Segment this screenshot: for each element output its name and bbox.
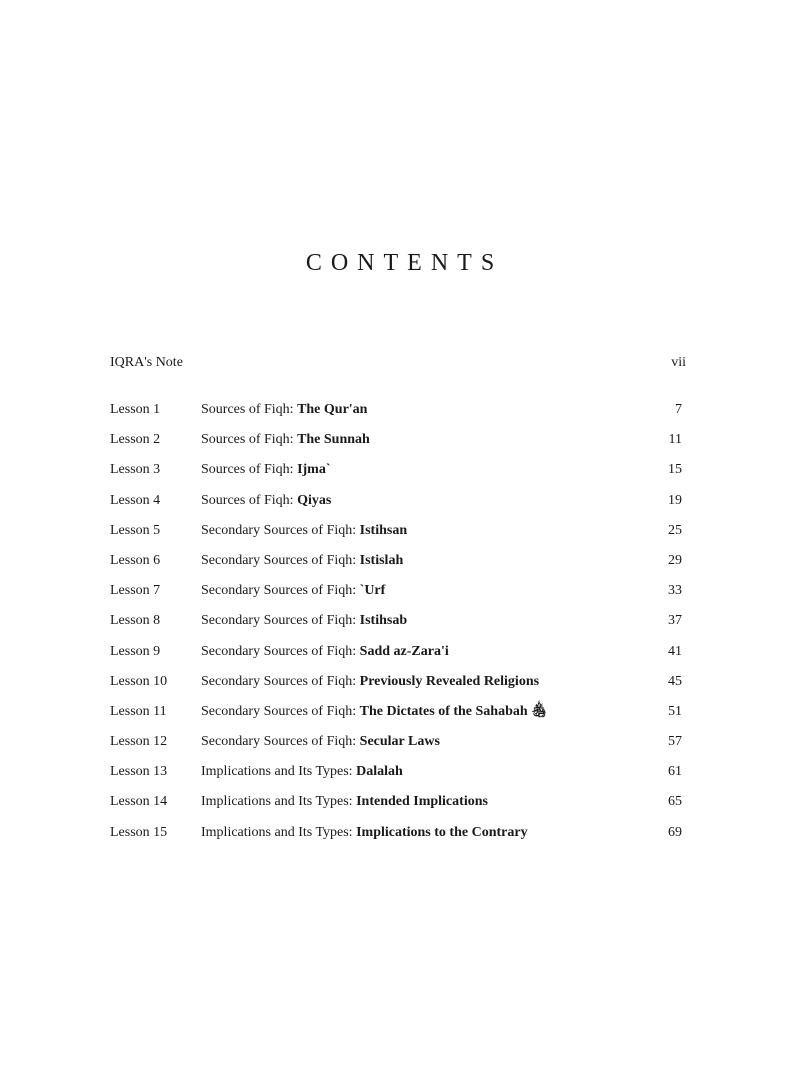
lesson-title [201, 490, 331, 512]
lesson-page-number: 19 [668, 492, 682, 508]
lesson-topic: Intended Implications [356, 794, 488, 810]
lesson-title [201, 671, 539, 693]
lesson-number: Lesson 8 [110, 613, 161, 629]
toc-row[interactable] [110, 429, 686, 459]
lesson-page-number: 41 [668, 643, 682, 659]
lesson-prefix: Secondary Sources of Fiqh: [201, 703, 360, 719]
lesson-prefix: Secondary Sources of Fiqh: [201, 522, 360, 538]
lesson-title [201, 791, 488, 813]
toc-row[interactable] [110, 641, 686, 671]
lesson-title [201, 822, 528, 844]
lesson-number: Lesson 15 [110, 824, 168, 840]
lesson-number: Lesson 4 [110, 492, 161, 508]
lesson-title [201, 520, 407, 542]
lesson-title [201, 731, 440, 753]
lesson-topic: Implications to the Contrary [356, 824, 528, 840]
page-title: CONTENTS [305, 250, 504, 276]
toc-row[interactable] [110, 580, 686, 610]
lesson-page-number: 51 [668, 703, 682, 719]
lesson-page-number: 11 [668, 432, 682, 448]
lesson-page-number: 7 [675, 402, 682, 417]
toc-row[interactable] [110, 731, 686, 761]
lesson-page-number: 15 [668, 462, 682, 478]
toc-row[interactable] [110, 761, 686, 791]
lesson-topic: Ijma` [297, 462, 331, 478]
lesson-prefix: Implications and Its Types: [201, 824, 357, 840]
toc-row[interactable] [110, 490, 686, 520]
toc-list [110, 399, 686, 852]
toc-row[interactable] [110, 701, 686, 731]
lesson-prefix: Sources of Fiqh: [201, 492, 298, 508]
lesson-title [201, 459, 331, 481]
lesson-prefix: Implications and Its Types: [201, 794, 357, 810]
lesson-page-number: 37 [668, 613, 682, 629]
lesson-topic: Istihsab [359, 613, 408, 629]
lesson-number: Lesson 13 [110, 764, 168, 780]
lesson-prefix: Implications and Its Types: [201, 764, 357, 780]
lesson-title [201, 641, 449, 663]
lesson-number: Lesson 2 [110, 432, 161, 448]
lesson-prefix: Secondary Sources of Fiqh: [201, 643, 360, 659]
lesson-prefix: Sources of Fiqh: [201, 402, 298, 417]
lesson-topic: The Dictates of the Sahabah ﵃ [359, 703, 547, 719]
note-page-number: vii [671, 355, 686, 370]
lesson-number: Lesson 6 [110, 552, 161, 568]
lesson-number: Lesson 10 [110, 673, 168, 689]
toc-row[interactable] [110, 610, 686, 640]
toc-row[interactable] [110, 671, 686, 701]
lesson-page-number: 25 [668, 522, 682, 538]
lesson-number: Lesson 7 [110, 583, 161, 599]
lesson-topic: Previously Revealed Religions [359, 673, 540, 689]
toc-row[interactable] [110, 399, 686, 429]
lesson-topic: `Urf [359, 583, 386, 599]
lesson-prefix: Sources of Fiqh: [201, 432, 298, 448]
toc-row[interactable] [110, 520, 686, 550]
lesson-topic: Dalalah [356, 764, 403, 780]
lesson-topic: The Qur'an [297, 402, 368, 417]
lesson-title [201, 701, 547, 723]
lesson-prefix: Secondary Sources of Fiqh: [201, 673, 360, 689]
lesson-number: Lesson 3 [110, 462, 161, 478]
lesson-title [201, 399, 367, 421]
lesson-topic: Istislah [359, 552, 404, 568]
lesson-topic: Secular Laws [359, 734, 440, 750]
lesson-topic: Istihsan [359, 522, 408, 538]
lesson-page-number: 45 [668, 673, 682, 689]
lesson-page-number: 29 [668, 552, 682, 568]
lesson-number: Lesson 11 [110, 703, 167, 719]
note-label: IQRA's Note [110, 355, 183, 370]
lesson-title [201, 580, 385, 602]
lesson-title [201, 610, 407, 632]
lesson-prefix: Secondary Sources of Fiqh: [201, 734, 360, 750]
toc-row[interactable] [110, 459, 686, 489]
lesson-prefix: Sources of Fiqh: [201, 462, 298, 478]
lesson-number: Lesson 14 [110, 794, 168, 810]
lesson-title [201, 761, 403, 783]
lesson-number: Lesson 1 [110, 402, 161, 417]
lesson-topic: Qiyas [297, 492, 332, 508]
lesson-topic: Sadd az-Zara'i [359, 643, 449, 659]
toc-row[interactable] [110, 791, 686, 821]
lesson-page-number: 33 [668, 583, 682, 599]
lesson-title [201, 550, 403, 572]
toc-note-row[interactable] [110, 355, 686, 377]
lesson-number: Lesson 5 [110, 522, 161, 538]
toc-row[interactable] [110, 550, 686, 580]
lesson-page-number: 69 [668, 824, 682, 840]
lesson-prefix: Secondary Sources of Fiqh: [201, 583, 360, 599]
lesson-page-number: 65 [668, 794, 682, 810]
lesson-prefix: Secondary Sources of Fiqh: [201, 613, 360, 629]
lesson-number: Lesson 9 [110, 643, 161, 659]
toc-row[interactable] [110, 822, 686, 852]
lesson-title [201, 429, 370, 451]
lesson-page-number: 57 [668, 734, 682, 750]
lesson-number: Lesson 12 [110, 734, 168, 750]
lesson-prefix: Secondary Sources of Fiqh: [201, 552, 360, 568]
lesson-topic: The Sunnah [297, 432, 370, 448]
lesson-page-number: 61 [668, 764, 682, 780]
